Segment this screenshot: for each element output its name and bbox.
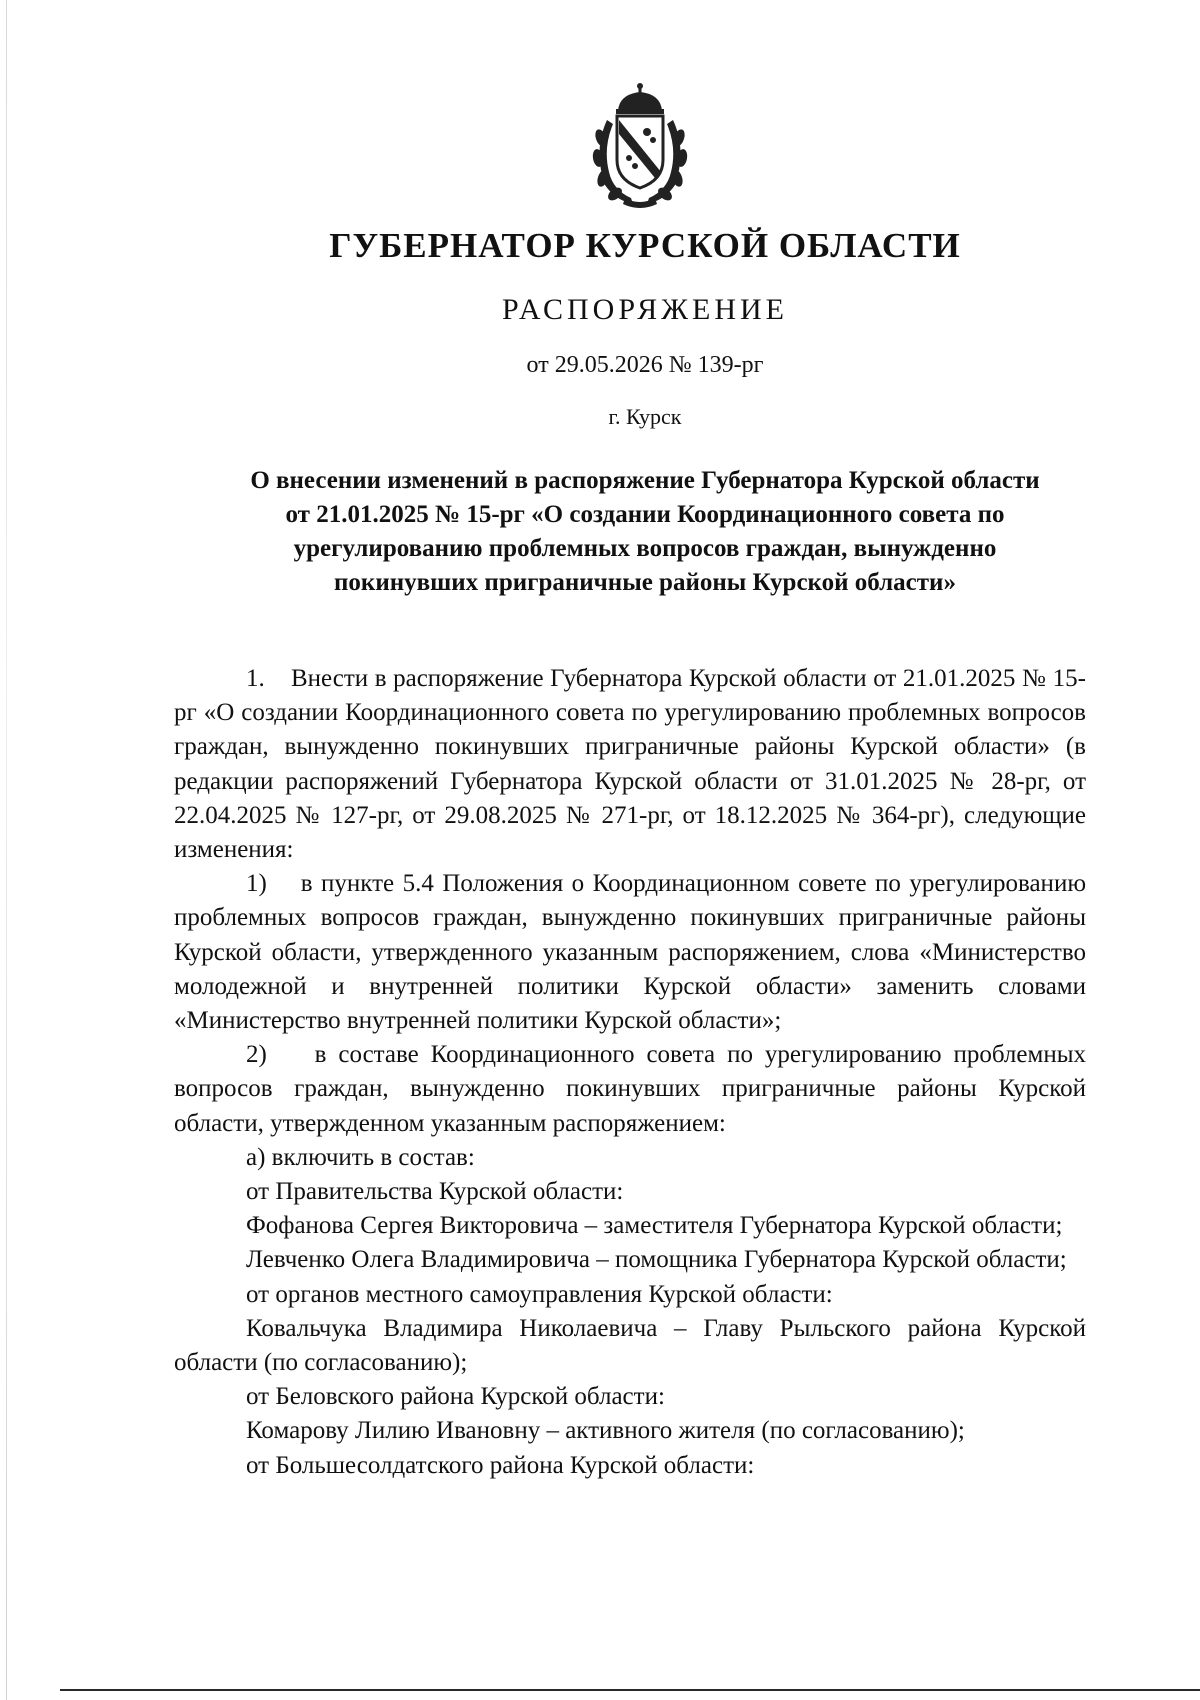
document-city: г. Курск [608,404,682,429]
paragraph: от органов местного самоуправления Курской области: [246,1280,833,1308]
paragraph: Комарову Лилию Ивановну – активного жителя (по согласованию); [246,1417,965,1445]
title-line: от 21.01.2025 № 15-рг «О создании Координационного совета по [285,501,1005,528]
paragraph: от Беловского района Курской области: [246,1383,665,1411]
paragraph: от Большесолдатского района Курской области: [246,1451,755,1479]
document-date-number: от 29.05.2026 № 139-рг [526,352,764,378]
scan-left-edge [6,0,7,1700]
title-line: О внесении изменений в распоряжение Губернатора Курской области [250,467,1040,494]
paragraph: Левченко Олега Владимировича – помощника Губернатора Курской области; [246,1246,1067,1274]
paragraph: Фофанова Сергея Викторовича – заместителя Губернатора Курской области; [246,1212,1063,1240]
scan-bottom-edge [60,1689,1200,1691]
paragraph: от Правительства Курской области: [246,1178,624,1206]
paragraph: Ковальчука Владимира Николаевича – Главу Рыльского района Курской области (по согласованию); [174,1314,1086,1377]
document-body [174,662,1086,1483]
crown-icon [616,83,664,114]
kursk-coat-of-arms-icon [585,80,695,210]
document-type: РАСПОРЯЖЕНИЕ [501,293,789,326]
issuing-authority: ГУБЕРНАТОР КУРСКОЙ ОБЛАСТИ [329,226,961,265]
paragraph-item-1: 1. Внести в распоряжение Губернатора Курской области от 21.01.2025 № 15-рг «О создании Координационного совета по урегулированию проблемных вопросов граждан, вынужденно покинувших приграничные районы Курской области» (в редакции распоряжений Губернатора Курской области от 31.01.2025 № 28-рг, от 22.04.2025 № 127-рг, от 29.08.2025 № 271-рг, от 18.12.2025 № 364-рг), следующие изменения: [174,665,1086,864]
paragraph-subitem-1: 1) в пункте 5.4 Положения о Координационном совете по урегулированию проблемных вопросов граждан, вынужденно покинувших приграничные районы Курской области, утвержденного указанным распоряжением, слова «Министерство молодежной и внутренней политики Курской области» заменить словами «Министерство внутренней политики Курской области»; [174,870,1086,1035]
title-line: урегулированию проблемных вопросов граждан, вынужденно [293,535,997,562]
paragraph-subitem-2: 2) в составе Координационного совета по урегулированию проблемных вопросов граждан, вынужденно покинувших приграничные районы Курской области, утвержденном указанным распоряжением: [174,1041,1086,1137]
paragraph: а) включить в состав: [246,1143,475,1171]
title-line: покинувших приграничные районы Курской области» [334,569,956,596]
document-title [150,464,1140,600]
